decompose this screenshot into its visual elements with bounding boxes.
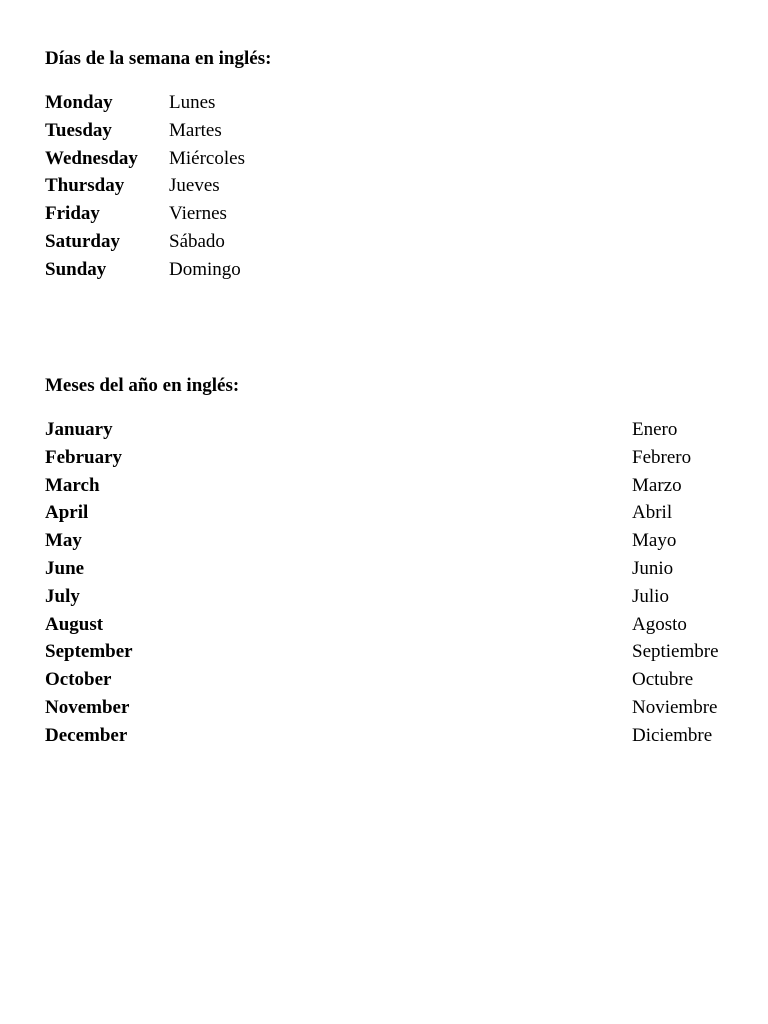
table-row [45, 416, 724, 444]
spanish-day: Miércoles [169, 147, 245, 169]
spanish-month: Noviembre [632, 697, 718, 719]
english-month: March [45, 474, 100, 496]
english-month: September [45, 641, 133, 663]
table-row [45, 200, 245, 228]
english-month: November [45, 697, 130, 719]
spanish-month: Marzo [632, 474, 682, 496]
table-row [45, 499, 724, 527]
table-row [45, 555, 724, 583]
table-row [45, 444, 724, 472]
english-month: October [45, 669, 112, 691]
spanish-month: Septiembre [632, 641, 719, 663]
english-day: Monday [45, 92, 113, 113]
table-row [45, 172, 245, 200]
table-row [45, 228, 245, 256]
english-month: February [45, 446, 123, 468]
table-row [45, 722, 724, 750]
table-row [45, 611, 724, 639]
spanish-day: Lunes [169, 92, 216, 113]
english-day: Thursday [45, 175, 125, 197]
english-day: Saturday [45, 230, 120, 252]
english-day: Wednesday [45, 147, 138, 169]
table-row [45, 472, 724, 500]
spanish-month: Enero [632, 419, 678, 440]
spanish-month: Junio [632, 557, 674, 579]
english-day: Sunday [45, 258, 107, 280]
spanish-month: Febrero [632, 446, 692, 468]
spanish-day: Martes [169, 119, 222, 141]
table-row [45, 583, 724, 611]
months-table [45, 416, 724, 750]
english-month: April [45, 502, 89, 524]
table-row [45, 145, 245, 173]
spanish-month: Agosto [632, 613, 687, 635]
days-heading: Días de la semana en inglés: [45, 48, 272, 69]
table-row [45, 694, 724, 722]
spanish-day: Sábado [169, 230, 225, 252]
spanish-day: Viernes [169, 203, 227, 225]
table-row [45, 527, 724, 555]
spanish-month: Julio [632, 585, 669, 607]
table-row [45, 256, 245, 284]
english-month: May [45, 530, 82, 552]
english-day: Tuesday [45, 119, 112, 141]
days-table [45, 89, 245, 284]
english-month: June [45, 557, 85, 579]
table-row [45, 89, 245, 117]
months-heading: Meses del año en inglés: [45, 375, 240, 396]
spanish-month: Abril [632, 502, 673, 524]
table-row [45, 638, 724, 666]
spanish-day: Domingo [169, 258, 241, 280]
spanish-day: Jueves [169, 175, 220, 197]
english-month: July [45, 585, 80, 607]
english-month: January [45, 419, 113, 440]
english-month: December [45, 724, 128, 746]
spanish-month: Octubre [632, 669, 694, 691]
english-day: Friday [45, 203, 100, 225]
table-row [45, 117, 245, 145]
spanish-month: Diciembre [632, 724, 713, 746]
spanish-month: Mayo [632, 530, 677, 552]
english-month: August [45, 613, 104, 635]
table-row [45, 666, 724, 694]
